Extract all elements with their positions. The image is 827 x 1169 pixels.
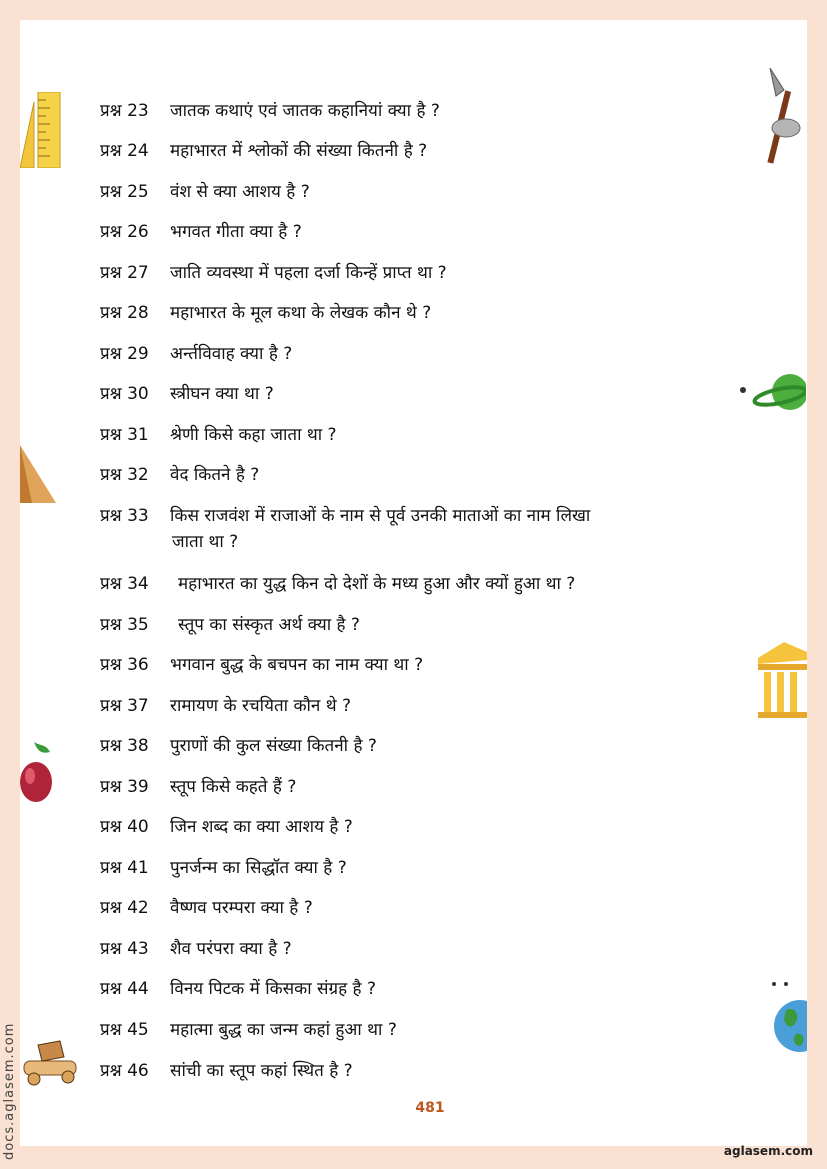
question-number: प्रश्न 43 (100, 939, 149, 959)
planet-icon (738, 370, 806, 416)
question-text: भगवत गीता क्या है ? (170, 222, 302, 242)
question-item (100, 422, 337, 448)
page-number: 481 (415, 1100, 445, 1116)
pyramid-icon (20, 445, 56, 503)
globe-icon (766, 980, 807, 1054)
question-item (100, 855, 347, 881)
question-text: शैव परंपरा क्या है ? (170, 939, 292, 959)
question-number: प्रश्न 36 (100, 655, 149, 675)
stone-tool-icon (762, 68, 804, 166)
question-item (100, 774, 296, 800)
ruler-icon (20, 92, 64, 168)
question-item (100, 571, 575, 597)
question-item (100, 300, 431, 326)
question-text: महाभारत में श्लोकों की संख्या कितनी है ? (170, 141, 428, 161)
question-text: महाभारत के मूल कथा के लेखक कौन थे ? (170, 303, 432, 323)
question-text: महात्मा बुद्ध का जन्म कहां हुआ था ? (170, 1020, 397, 1040)
document-page (20, 20, 807, 1146)
footer-site[interactable]: aglasem.com (723, 1144, 813, 1158)
question-text: महाभारत का युद्ध किन दो देशों के मध्य हुआ और क्यों हुआ था ? (178, 574, 576, 594)
question-number: प्रश्न 24 (100, 141, 149, 161)
question-item (100, 936, 292, 962)
question-number: प्रश्न 23 (100, 101, 149, 121)
question-item (100, 895, 313, 921)
question-item (100, 693, 351, 719)
question-text: जातक कथाएं एवं जातक कहानियां क्या है ? (170, 101, 440, 121)
question-text: सांची का स्तूप कहां स्थित है ? (170, 1061, 353, 1081)
question-text: स्तूप किसे कहते हैं ? (170, 777, 297, 797)
question-text: स्तूप का संस्कृत अर्थ क्या है ? (178, 615, 360, 635)
question-number: प्रश्न 30 (100, 384, 149, 404)
question-item (100, 462, 259, 488)
question-item (100, 652, 423, 678)
question-item (100, 219, 302, 245)
question-number: प्रश्न 45 (100, 1020, 149, 1040)
question-text: वंश से क्या आशय है ? (170, 182, 310, 202)
question-item (100, 733, 377, 759)
question-number: प्रश्न 44 (100, 979, 149, 999)
question-item (100, 976, 376, 1002)
question-number: प्रश्न 37 (100, 696, 149, 716)
question-text-continued: जाता था ? (172, 532, 239, 552)
question-number: प्रश्न 26 (100, 222, 149, 242)
question-text: जाति व्यवस्था में पहला दर्जा किन्हें प्राप्त था ? (170, 263, 447, 283)
question-text: अर्न्तविवाह क्या है ? (170, 344, 293, 364)
question-text: जिन शब्द का क्या आशय है ? (170, 817, 353, 837)
question-item (100, 341, 292, 367)
question-number: प्रश्न 38 (100, 736, 149, 756)
question-item (100, 1058, 353, 1084)
question-item (100, 179, 310, 205)
question-item (100, 503, 591, 552)
question-text: पुनर्जन्म का सिद्धॉत क्या है ? (170, 858, 347, 878)
question-text: विनय पिटक में किसका संग्रह है ? (170, 979, 376, 999)
temple-icon (758, 642, 807, 718)
question-text: रामायण के रचयिता कौन थे ? (170, 696, 352, 716)
question-number: प्रश्न 27 (100, 263, 149, 283)
question-number: प्रश्न 41 (100, 858, 149, 878)
question-number: प्रश्न 34 (100, 574, 149, 594)
question-text: भगवान बुद्ध के बचपन का नाम क्या था ? (170, 655, 424, 675)
question-number: प्रश्न 40 (100, 817, 149, 837)
question-item (100, 612, 360, 638)
question-text: वेद कितने है ? (170, 465, 260, 485)
question-item (100, 98, 440, 124)
question-number: प्रश्न 25 (100, 182, 149, 202)
question-text: स्त्रीघन क्या था ? (170, 384, 274, 404)
cart-icon (20, 1035, 82, 1087)
question-item (100, 814, 353, 840)
question-number: प्रश्न 29 (100, 344, 149, 364)
apple-icon (20, 742, 56, 806)
question-number: प्रश्न 35 (100, 615, 149, 635)
question-text: पुराणों की कुल संख्या कितनी है ? (170, 736, 377, 756)
question-text: श्रेणी किसे कहा जाता था ? (170, 425, 337, 445)
question-item (100, 381, 274, 407)
question-number: प्रश्न 32 (100, 465, 149, 485)
question-number: प्रश्न 42 (100, 898, 149, 918)
question-number: प्रश्न 39 (100, 777, 149, 797)
question-item (100, 260, 447, 286)
question-number: प्रश्न 31 (100, 425, 149, 445)
question-text: वैष्णव परम्परा क्या है ? (170, 898, 313, 918)
question-text: किस राजवंश में राजाओं के नाम से पूर्व उनकी माताओं का नाम लिखा (170, 506, 591, 526)
question-number: प्रश्न 28 (100, 303, 149, 323)
question-item (100, 138, 427, 164)
watermark-text: docs.aglasem.com (2, 1022, 17, 1160)
question-number: प्रश्न 33 (100, 506, 149, 526)
question-item (100, 1017, 397, 1043)
question-number: प्रश्न 46 (100, 1061, 149, 1081)
